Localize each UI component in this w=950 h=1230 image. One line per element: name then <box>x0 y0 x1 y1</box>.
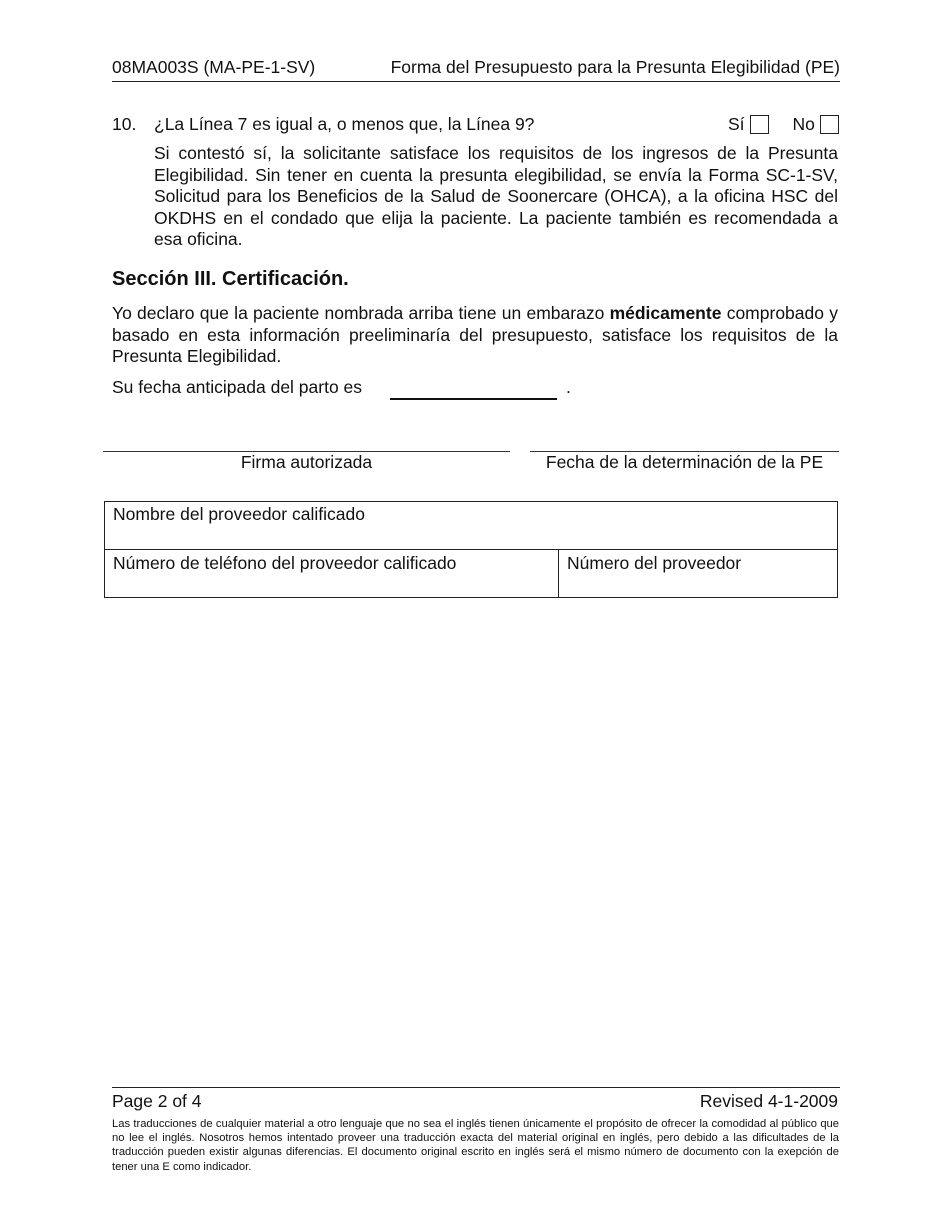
table-divider <box>558 550 559 597</box>
question-number: 10. <box>112 114 137 134</box>
provider-name-label: Nombre del proveedor calificado <box>113 504 365 524</box>
certification-text-end: comprobado y basado en esta información preeliminaría del presupuesto, satisface los requisitos de la Presunta Elegibilidad. <box>112 303 838 366</box>
no-label: No <box>792 114 815 134</box>
section-title: Sección III. Certificación. <box>112 268 349 290</box>
page-header <box>112 57 840 82</box>
provider-table <box>104 501 838 598</box>
provider-number-label: Número del proveedor <box>567 553 742 573</box>
due-date-label: Su fecha anticipada del parto es <box>112 377 363 397</box>
due-date-field[interactable] <box>390 398 557 400</box>
signature-label: Firma autorizada <box>240 452 373 472</box>
yes-no-group <box>728 114 839 135</box>
form-code: 08MA003S (MA-PE-1-SV) <box>112 57 316 77</box>
translation-disclaimer: Las traducciones de cualquier material a otro lenguaje que no sea el inglés tienen únicamente el propósito de ofrecer la comodidad al público que no lee el inglés. Nosotros hemos intentado proveer una traducción exacta del material original en inglés, pero debido a las dificultades de la traducción pueden existir algunas diferencias. El documento original escrito en inglés será el mismo número de documento con la exepción de tener una E como indicador. <box>112 1118 839 1173</box>
provider-name-row[interactable] <box>105 502 837 550</box>
no-checkbox[interactable] <box>820 115 839 134</box>
question-explanation: Si contestó sí, la solicitante satisface los requisitos de los ingresos de la Presunta Elegibilidad. Sin tener en cuenta la presunta elegibilidad, se envía la Forma SC-1-SV, Solicitud para los Beneficios de la Salud de Soonercare (OHCA), a la oficina HSC del OKDHS en el condado que elija la paciente. La paciente también es recomendada a esa oficina. <box>154 143 838 249</box>
provider-phone-label: Número de teléfono del proveedor calificado <box>113 553 457 573</box>
yes-label: Sí <box>728 114 745 134</box>
certification-text-start: Yo declaro que la paciente nombrada arriba tiene un embarazo <box>112 303 610 323</box>
certification-text-bold: médicamente <box>609 303 722 323</box>
page-number: Page 2 of 4 <box>112 1091 202 1111</box>
determination-date-label: Fecha de la determinación de la PE <box>545 452 824 472</box>
revised-date: Revised 4-1-2009 <box>699 1091 838 1111</box>
form-title: Forma del Presupuesto para la Presunta Elegibilidad (PE) <box>390 57 840 77</box>
question-text: ¿La Línea 7 es igual a, o menos que, la Línea 9? <box>154 114 535 134</box>
yes-checkbox[interactable] <box>750 115 769 134</box>
certification-text <box>112 303 838 368</box>
due-date-period: . <box>566 377 571 397</box>
footer-rule <box>112 1087 840 1088</box>
